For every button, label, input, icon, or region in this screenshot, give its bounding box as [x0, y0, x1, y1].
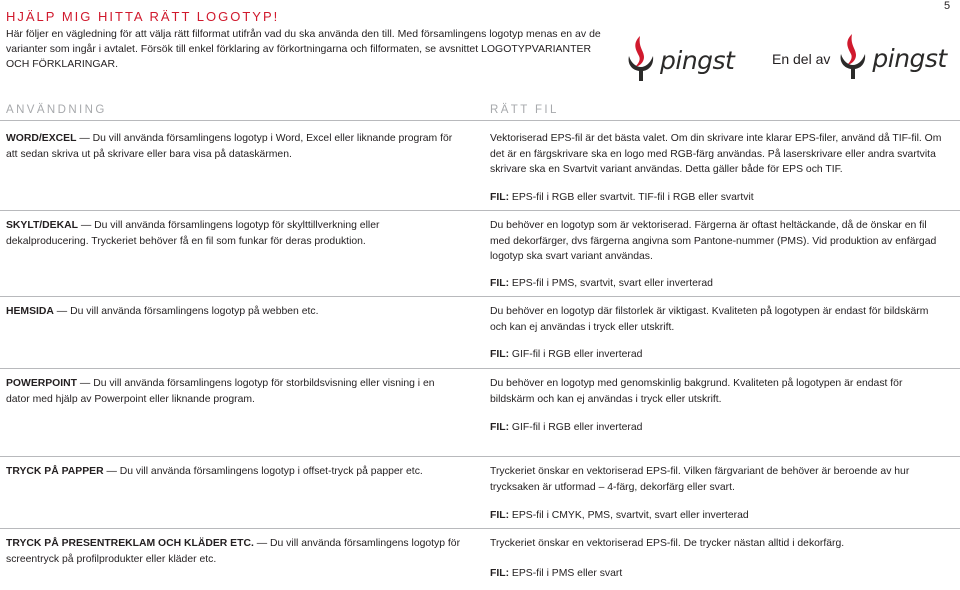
- file-recommendation: FIL: EPS-fil i PMS eller svart: [490, 568, 623, 579]
- divider: [0, 456, 960, 457]
- usage-title: POWERPOINT: [6, 378, 78, 389]
- file-description: Du behöver en logotyp där filstorlek är viktigast. Kvaliteten på logotypen är endast för bildskärm och kan ej användas i tryck eller utskrift.: [490, 306, 929, 333]
- intro-text: Här följer en vägledning för att välja rätt filformat utifrån vad du ska använda den till. Med församlingens logotyp menas en av de varianter som ingår i avtalet. Försök till enkel förklaring av förkortningarna och filformaten, se avsnittet LOGOTYPVARIANTER OCH FÖRKLARINGAR.: [6, 28, 601, 70]
- flame-logo-icon: [838, 32, 868, 85]
- usage-title: TRYCK PÅ PAPPER: [6, 466, 104, 477]
- usage-description: Du vill använda församlingens logotyp i Word, Excel eller liknande program för att sedan skriva ut på skrivare eller bara visa på dataskärmen.: [6, 133, 453, 160]
- usage-title: HEMSIDA: [6, 306, 54, 317]
- file-description: Du behöver en logotyp med genomskinlig bakgrund. Kvaliteten på logotypen är endast för bildskärm och kan ej användas i tryck eller utskrift.: [490, 378, 903, 405]
- usage-item-word-excel: WORD/EXCEL — Du vill använda församlingens logotyp i Word, Excel eller liknande program för att sedan skriva ut på skrivare eller bara visa på dataskärmen.: [6, 133, 453, 160]
- file-description: Tryckeriet önskar en vektoriserad EPS-fil. De trycker nästan alltid i dekorfärg.: [490, 538, 845, 549]
- file-recommendation: FIL: GIF-fil i RGB eller inverterad: [490, 422, 643, 433]
- flame-logo-icon: [626, 34, 656, 87]
- en-del-av-logo: [772, 32, 947, 85]
- usage-title: TRYCK PÅ PRESENTREKLAM OCH KLÄDER ETC.: [6, 538, 254, 549]
- file-description: Vektoriserad EPS-fil är det bästa valet. Om din skrivare inte klarar EPS-filer, använd då TIF-fil. Om det är en färgskrivare ska en logo med RGB-färg användas. På laserskrivare eller andra svartvita skrivare ska en Svartvit variant användas. Detta gäller både för EPS och TIF.: [490, 133, 942, 176]
- divider: [0, 120, 960, 121]
- usage-description: Du vill använda församlingens logotyp för skylttillverkning eller dekalproducering. Tryckeriet behöver få en fil som funkar för deras produktion.: [6, 220, 380, 247]
- divider: [0, 368, 960, 369]
- usage-item-presentreklam: TRYCK PÅ PRESENTREKLAM OCH KLÄDER ETC. — Du vill använda församlingens logotyp för screentryck på profilprodukter eller kläder etc.: [6, 538, 461, 565]
- file-recommendation: FIL: EPS-fil i RGB eller svartvit. TIF-fil i RGB eller svartvit: [490, 192, 754, 203]
- file-description: Du behöver en logotyp som är vektoriserad. Färgerna är oftast heltäckande, då de önskar en fil med dekorfärger, dvs färgerna angivna som Pantone-nummer (PMS). Vid produktion av enfärgad logotyp ska svart variant användas.: [490, 220, 937, 263]
- page-number: 5: [944, 0, 951, 12]
- usage-item-powerpoint: POWERPOINT — Du vill använda församlingens logotyp för storbildsvisning eller visning i en dator med hjälp av Powerpoint eller liknande program.: [6, 378, 435, 405]
- usage-item-tryck-pa-papper: TRYCK PÅ PAPPER — Du vill använda församlingens logotyp i offset-tryck på papper etc.: [6, 466, 423, 477]
- column-label-file: RÄTT FIL: [490, 104, 559, 116]
- divider: [0, 528, 960, 529]
- logo-wordmark: pingst: [660, 46, 735, 75]
- column-label-usage: ANVÄNDNING: [6, 104, 107, 116]
- logo-wordmark: pingst: [872, 44, 947, 73]
- file-description: Tryckeriet önskar en vektoriserad EPS-fil. Vilken färgvariant de behöver är beroende av hur trycksaken är utformad – 4-färg, dekorfärg eller svart.: [490, 466, 910, 493]
- divider: [0, 210, 960, 211]
- pingst-logo: [626, 34, 734, 87]
- usage-description: Du vill använda församlingens logotyp på webben etc.: [70, 306, 319, 317]
- logo-prefix: En del av: [772, 50, 831, 67]
- file-recommendation: FIL: EPS-fil i PMS, svartvit, svart eller inverterad: [490, 278, 713, 289]
- usage-title: WORD/EXCEL: [6, 133, 77, 144]
- file-recommendation: FIL: EPS-fil i CMYK, PMS, svartvit, svart eller inverterad: [490, 510, 749, 521]
- page-title: HJÄLP MIG HITTA RÄTT LOGOTYP!: [6, 9, 280, 24]
- usage-item-hemsida: HEMSIDA — Du vill använda församlingens logotyp på webben etc.: [6, 306, 319, 317]
- file-recommendation: FIL: GIF-fil i RGB eller inverterad: [490, 349, 643, 360]
- usage-description: Du vill använda församlingens logotyp för storbildsvisning eller visning i en dator med hjälp av Powerpoint eller liknande program.: [6, 378, 435, 405]
- usage-title: SKYLT/DEKAL: [6, 220, 78, 231]
- usage-item-skylt-dekal: SKYLT/DEKAL — Du vill använda församlingens logotyp för skylttillverkning eller dekalproducering. Tryckeriet behöver få en fil som funkar för deras produktion.: [6, 220, 380, 247]
- usage-description: Du vill använda församlingens logotyp i offset-tryck på papper etc.: [119, 466, 423, 477]
- usage-description: Du vill använda församlingens logotyp för screentryck på profilprodukter eller kläder etc.: [6, 538, 461, 565]
- divider: [0, 296, 960, 297]
